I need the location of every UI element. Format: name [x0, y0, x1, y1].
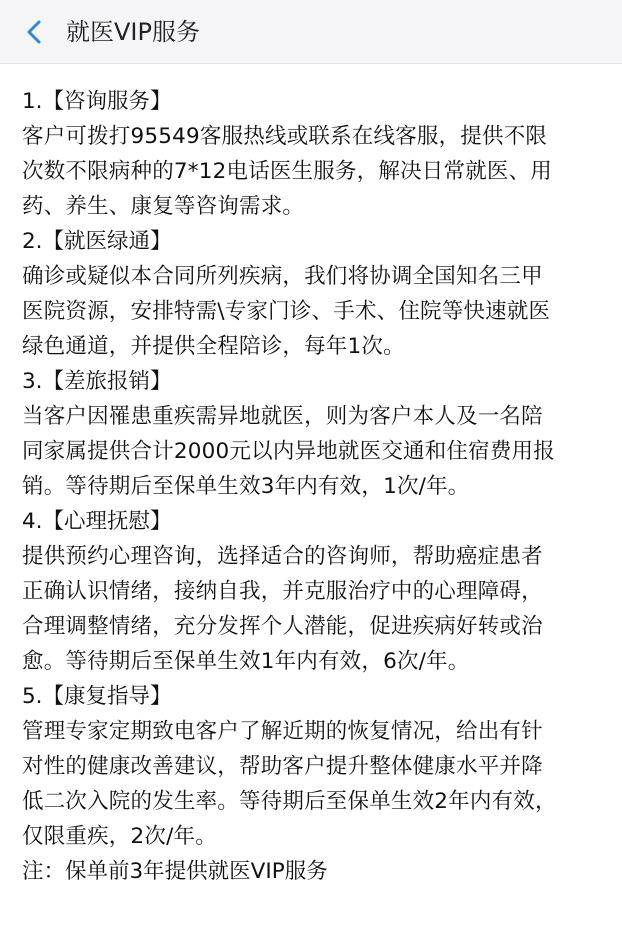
section-psychological-support — [22, 504, 600, 679]
section-line: 愈。等待期后至保单生效1年内有效，6次/年。 — [22, 649, 470, 674]
section-line: 销。等待期后至保单生效3年内有效，1次/年。 — [22, 474, 470, 499]
section-title: 2.【就医绿通】 — [22, 229, 172, 254]
section-line: 客户可拨打95549客服热线或联系在线客服，提供不限 — [22, 124, 548, 149]
app-header — [0, 0, 622, 64]
section-line: 次数不限病种的7*12电话医生服务，解决日常就医、用 — [22, 159, 552, 184]
section-line: 正确认识情绪，接纳自我，并克服治疗中的心理障碍， — [22, 579, 543, 604]
section-line: 医院资源，安排特需\专家门诊、手术、住院等快速就医 — [22, 299, 551, 324]
chevron-left-icon — [25, 19, 43, 45]
section-line: 低二次入院的发生率。等待期后至保单生效2年内有效， — [22, 789, 557, 814]
page-title: 就医VIP服务 — [66, 18, 200, 46]
section-title: 4.【心理抚慰】 — [22, 509, 172, 534]
section-line: 药、养生、康复等咨询需求。 — [22, 194, 305, 219]
section-line: 对性的健康改善建议，帮助客户提升整体健康水平并降 — [22, 754, 543, 779]
section-line: 仅限重疾，2次/年。 — [22, 824, 217, 849]
section-line: 同家属提供合计2000元以内异地就医交通和住宿费用报 — [22, 439, 555, 464]
section-rehab-guidance — [22, 679, 600, 854]
section-line: 当客户因罹患重疾需异地就医，则为客户本人及一名陪 — [22, 404, 543, 429]
footnote: 注：保单前3年提供就医VIP服务 — [22, 859, 328, 884]
section-travel-reimbursement — [22, 364, 600, 504]
section-line: 确诊或疑似本合同所列疾病，我们将协调全国知名三甲 — [22, 264, 543, 289]
section-title: 1.【咨询服务】 — [22, 89, 172, 114]
section-line: 提供预约心理咨询，选择适合的咨询师，帮助癌症患者 — [22, 544, 543, 569]
section-consultation — [22, 84, 600, 224]
section-green-channel — [22, 224, 600, 364]
section-title: 5.【康复指导】 — [22, 684, 172, 709]
section-line: 绿色通道，并提供全程陪诊，每年1次。 — [22, 334, 405, 359]
service-content — [0, 64, 600, 889]
back-button[interactable] — [14, 12, 54, 52]
section-line: 管理专家定期致电客户了解近期的恢复情况，给出有针 — [22, 719, 543, 744]
section-title: 3.【差旅报销】 — [22, 369, 172, 394]
section-line: 合理调整情绪，充分发挥个人潜能，促进疾病好转或治 — [22, 614, 543, 639]
